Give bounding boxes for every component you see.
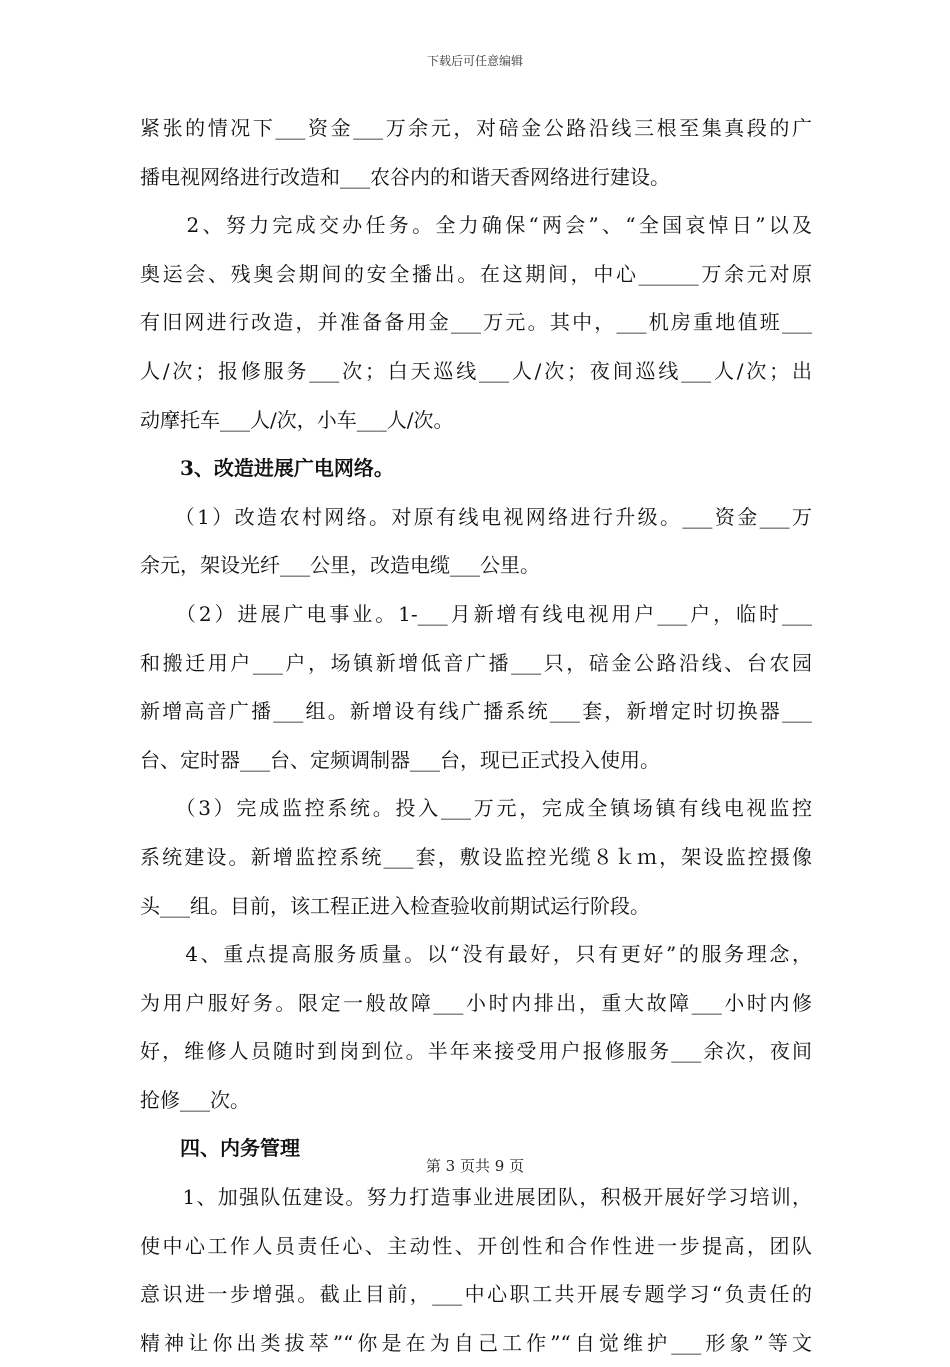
text-line: 抢修___次。 [140,1087,250,1112]
text-line: 系统建设。新增监控系统___套，敷设监控光缆８ｋｍ，架设监控摄像 [140,844,812,869]
text-line: 人/次；报修服务___次；白天巡线___人/次；夜间巡线___人/次；出 [140,358,812,383]
text-line: 新增高音广播___组。新增设有线广播系统___套，新增定时切换器___ [140,699,812,724]
text-line: 动摩托车___人/次，小车___人/次。 [140,407,454,432]
text-line: 4、重点提高服务质量。以“没有最好，只有更好”的服务理念， [140,942,812,967]
text-line: 意识进一步增强。截止目前，___中心职工共开展专题学习“负责任的 [140,1282,812,1307]
text-line: （3）完成监控系统。投入___万元，完成全镇场镇有线电视监控 [140,796,812,821]
text-line: （2）进展广电事业。1-___月新增有线电视用户___户，临时___ [140,601,812,626]
page-header: 下载后可任意编辑 [426,54,523,68]
text-line: 1、加强队伍建设。努力打造事业进展团队，积极开展好学习培训， [140,1185,812,1210]
text-line: 台、定时器___台、定频调制器___台，现已正式投入使用。 [140,747,660,772]
text-line: 和搬迁用户___户，场镇新增低音广播___只，碚金公路沿线、台农园 [140,650,812,675]
text-line: 头___组。目前，该工程正进入检查验收前期试运行阶段。 [140,893,650,918]
text-line: 2、努力完成交办任务。全力确保“两会”、“全国哀悼日”以及 [140,213,812,238]
text-line: 四、内务管理 [140,1136,300,1161]
page-footer: 第 3 页共 9 页 [425,1157,525,1175]
text-line: 播电视网络进行改造和___农谷内的和谐天香网络进行建设。 [140,164,670,189]
text-line: 使中心工作人员责任心、主动性、开创性和合作性进一步提高，团队 [140,1233,812,1258]
document-body [140,104,812,1367]
text-line: 好，维修人员随时到岗到位。半年来接受用户报修服务___余次，夜间 [140,1039,812,1064]
text-line: 奥运会、残奥会期间的安全播出。在这期间，中心______万余元对原 [140,261,812,286]
text-line: 为用户服好务。限定一般故障___小时内排出，重大故障___小时内修 [140,990,812,1015]
text-line: 有旧网进行改造，并准备备用金___万元。其中，___机房重地值班___ [140,310,812,335]
text-line: 3、改造进展广电网络。 [140,456,394,481]
text-line: 余元，架设光纤___公里，改造电缆___公里。 [140,553,540,578]
text-line: 精神让你出类拔萃”“你是在为自己工作”“自觉维护___形象”等文 [140,1330,812,1355]
text-line: （1）改造农村网络。对原有线电视网络进行升级。___资金___万 [140,504,812,529]
text-line: 紧张的情况下___资金___万余元，对碚金公路沿线三根至集真段的广 [140,116,812,140]
